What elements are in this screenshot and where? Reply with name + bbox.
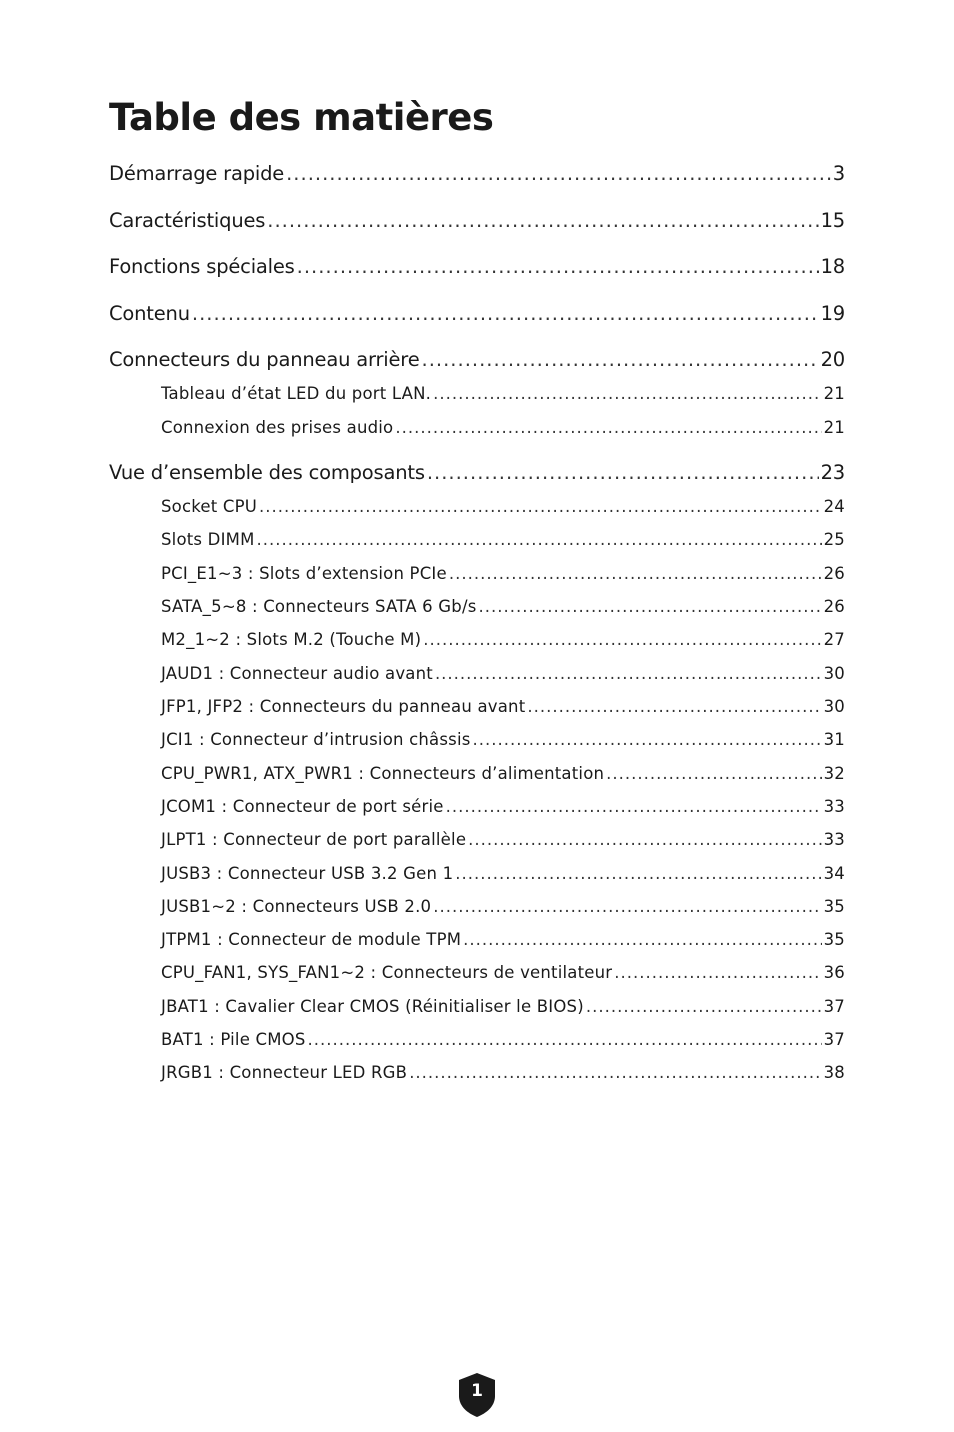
toc-dot-leader xyxy=(586,997,822,1016)
toc-entry[interactable] xyxy=(109,255,845,278)
toc-dot-leader xyxy=(435,664,822,683)
toc-dot-leader xyxy=(606,764,821,783)
toc-entry-label: Connexion des prises audio xyxy=(161,418,394,437)
toc-entry-label: M2_1~2 : Slots M.2 (Touche M) xyxy=(161,630,422,649)
toc-subentry[interactable] xyxy=(161,930,845,949)
toc-dot-leader xyxy=(614,963,821,982)
toc-entry-label: Slots DIMM xyxy=(161,530,255,549)
toc-dot-leader xyxy=(433,384,821,403)
toc-entry-page: 24 xyxy=(823,497,845,516)
toc-entry-label: Fonctions spéciales xyxy=(109,255,295,278)
toc-dot-leader xyxy=(286,162,831,185)
toc-entry-label: Socket CPU xyxy=(161,497,258,516)
toc-entry-page: 31 xyxy=(823,730,845,749)
toc-entry[interactable] xyxy=(109,461,845,484)
toc-dot-leader xyxy=(449,564,822,583)
toc-dot-leader xyxy=(433,897,821,916)
toc-entry[interactable] xyxy=(109,348,845,371)
toc-dot-leader xyxy=(297,255,819,278)
toc-subentry[interactable] xyxy=(161,730,845,749)
toc-subentry[interactable] xyxy=(161,564,845,583)
toc-entry-label: JBAT1 : Cavalier Clear CMOS (Réinitialiser le BIOS) xyxy=(161,997,584,1016)
toc-dot-leader xyxy=(479,597,822,616)
page-number-badge xyxy=(458,1372,496,1418)
toc-dot-leader xyxy=(527,697,821,716)
toc-entry-label: CPU_FAN1, SYS_FAN1~2 : Connecteurs de ventilateur xyxy=(161,963,613,982)
toc-entry-page: 32 xyxy=(823,764,845,783)
toc-entry-page: 26 xyxy=(823,564,845,583)
toc-entry-page: 37 xyxy=(823,997,845,1016)
toc-subentry[interactable] xyxy=(161,418,845,437)
toc-entry-page: 33 xyxy=(823,830,845,849)
toc-subentry[interactable] xyxy=(161,797,845,816)
toc-entry-page: 35 xyxy=(823,897,845,916)
toc-subentry[interactable] xyxy=(161,830,845,849)
toc-dot-leader xyxy=(259,497,822,516)
toc-entry-page: 38 xyxy=(823,1063,845,1082)
toc-entry-label: SATA_5~8 : Connecteurs SATA 6 Gb/s xyxy=(161,597,477,616)
toc-dot-leader xyxy=(257,530,822,549)
toc-entry-page: 23 xyxy=(820,461,845,484)
toc-entry-label: JLPT1 : Connecteur de port parallèle xyxy=(161,830,467,849)
toc-entry-label: JAUD1 : Connecteur audio avant xyxy=(161,664,433,683)
toc-dot-leader xyxy=(446,797,822,816)
toc-entry-page: 20 xyxy=(820,348,845,371)
toc-subentry[interactable] xyxy=(161,530,845,549)
toc-dot-leader xyxy=(427,461,819,484)
toc-dot-leader xyxy=(267,209,818,232)
toc-entry-label: JCI1 : Connecteur d’intrusion châssis xyxy=(161,730,471,749)
toc-entry-page: 26 xyxy=(823,597,845,616)
toc-subentry[interactable] xyxy=(161,864,845,883)
toc-subentry[interactable] xyxy=(161,384,845,403)
toc-subentry[interactable] xyxy=(161,997,845,1016)
toc-subentry[interactable] xyxy=(161,1063,845,1082)
toc-entry-label: Vue d’ensemble des composants xyxy=(109,461,425,484)
toc-dot-leader xyxy=(308,1030,822,1049)
toc-dot-leader xyxy=(468,830,821,849)
toc-entry-page: 25 xyxy=(823,530,845,549)
page-number: 1 xyxy=(471,1381,483,1401)
toc-entry-label: PCI_E1~3 : Slots d’extension PCIe xyxy=(161,564,447,583)
toc-dot-leader xyxy=(455,864,821,883)
toc-subentry[interactable] xyxy=(161,630,845,649)
toc-entry-page: 18 xyxy=(820,255,845,278)
toc-subentry[interactable] xyxy=(161,597,845,616)
toc-entry-label: Connecteurs du panneau arrière xyxy=(109,348,420,371)
toc-entry-page: 30 xyxy=(823,697,845,716)
toc-entry-label: Tableau d’état LED du port LAN. xyxy=(161,384,432,403)
toc-dot-leader xyxy=(463,930,821,949)
toc-entry-label: BAT1 : Pile CMOS xyxy=(161,1030,306,1049)
toc-dot-leader xyxy=(423,630,821,649)
toc-subentry[interactable] xyxy=(161,764,845,783)
toc-entry-page: 15 xyxy=(820,209,845,232)
toc-entry-page: 27 xyxy=(823,630,845,649)
toc-subentry[interactable] xyxy=(161,963,845,982)
toc-entry-page: 33 xyxy=(823,797,845,816)
toc-entry-page: 21 xyxy=(823,418,845,437)
toc-entry-label: Caractéristiques xyxy=(109,209,266,232)
toc-entry-page: 19 xyxy=(820,302,845,325)
toc-entry-page: 35 xyxy=(823,930,845,949)
toc-entry-page: 30 xyxy=(823,664,845,683)
toc-entry-label: JRGB1 : Connecteur LED RGB xyxy=(161,1063,408,1082)
toc-subentry[interactable] xyxy=(161,497,845,516)
toc-entry-label: JFP1, JFP2 : Connecteurs du panneau avant xyxy=(161,697,526,716)
toc-subentry[interactable] xyxy=(161,664,845,683)
toc-entry-page: 3 xyxy=(832,162,845,185)
toc-dot-leader xyxy=(409,1063,821,1082)
toc-subentry[interactable] xyxy=(161,897,845,916)
toc-entry[interactable] xyxy=(109,302,845,325)
toc-entry-page: 37 xyxy=(823,1030,845,1049)
toc-entry-label: JTPM1 : Connecteur de module TPM xyxy=(161,930,462,949)
toc-entry-label: JUSB1~2 : Connecteurs USB 2.0 xyxy=(161,897,432,916)
toc-dot-leader xyxy=(395,418,821,437)
toc-entry-page: 21 xyxy=(823,384,845,403)
toc-entry-label: CPU_PWR1, ATX_PWR1 : Connecteurs d’alimentation xyxy=(161,764,605,783)
page-title: Table des matières xyxy=(109,96,494,139)
toc-subentry[interactable] xyxy=(161,1030,845,1049)
toc-dot-leader xyxy=(473,730,822,749)
toc-entry-page: 36 xyxy=(823,963,845,982)
toc-dot-leader xyxy=(422,348,819,371)
toc-entry-label: JUSB3 : Connecteur USB 3.2 Gen 1 xyxy=(161,864,454,883)
toc-entry-label: Contenu xyxy=(109,302,190,325)
toc-dot-leader xyxy=(192,302,819,325)
toc-subentry[interactable] xyxy=(161,697,845,716)
toc-entry-label: JCOM1 : Connecteur de port série xyxy=(161,797,444,816)
toc-entry[interactable] xyxy=(109,209,845,232)
toc-entry[interactable] xyxy=(109,162,845,185)
toc-entry-label: Démarrage rapide xyxy=(109,162,285,185)
toc-entry-page: 34 xyxy=(823,864,845,883)
